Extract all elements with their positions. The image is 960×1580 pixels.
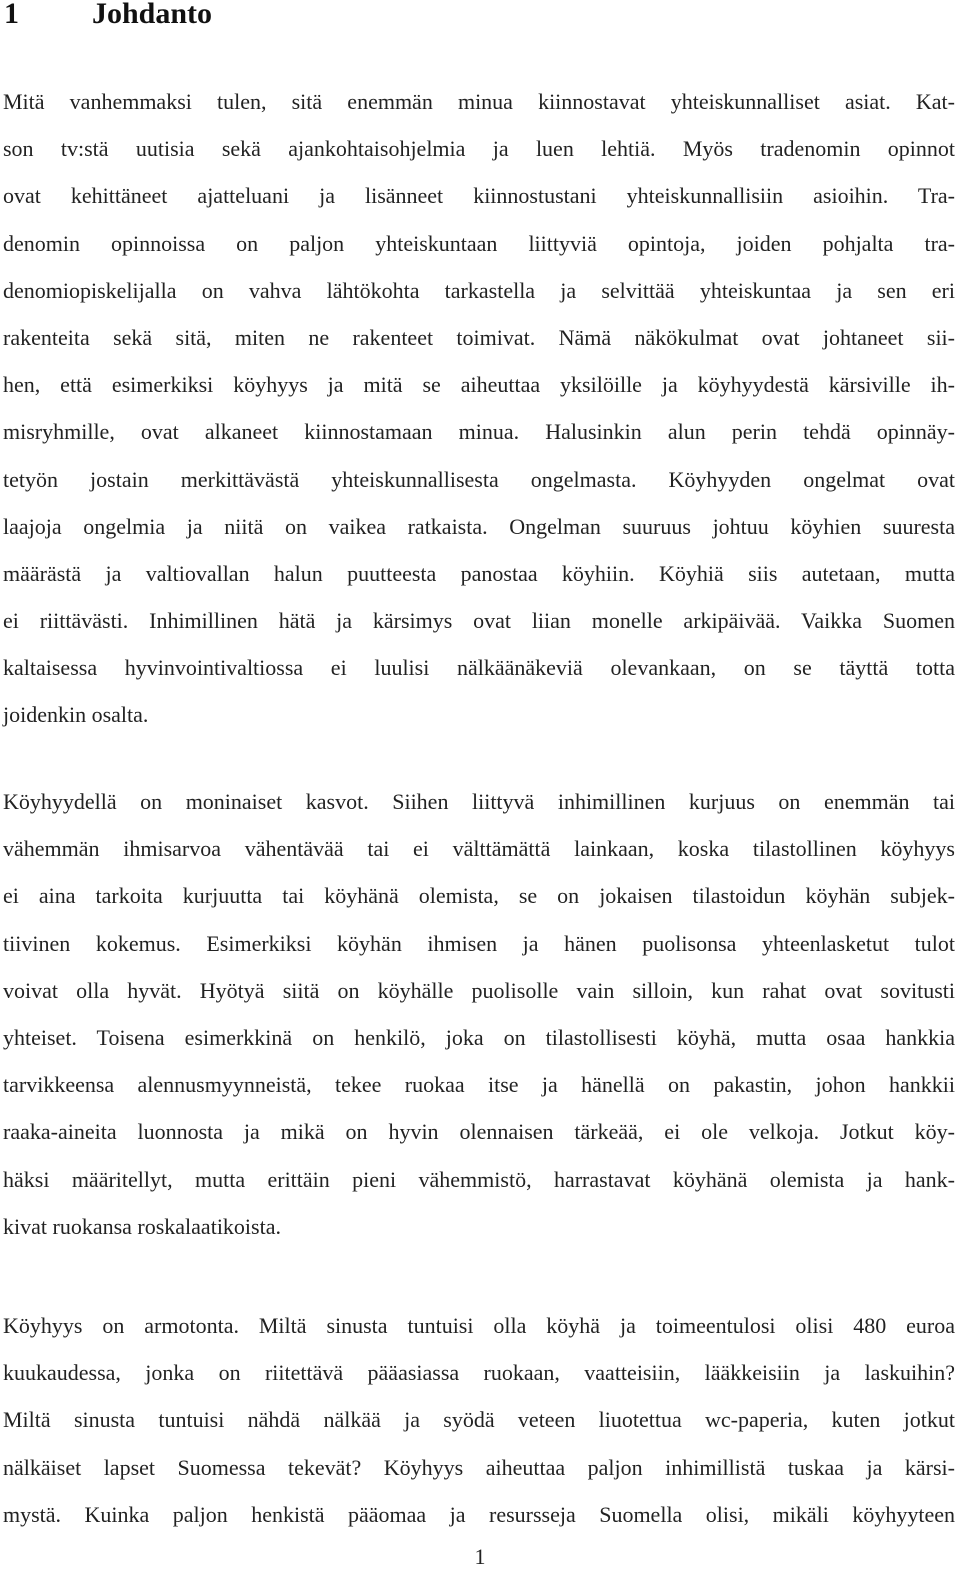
- text-line: misryhmille, ovat alkaneet kiinnostamaan minua. Halusinkin alun perin tehdä opinnäy-: [3, 419, 955, 445]
- chapter-title: Johdanto: [92, 0, 213, 30]
- text-line: laajoja ongelmia ja niitä on vaikea ratkaista. Ongelman suuruus johtuu köyhien suuresta: [3, 513, 955, 539]
- text-line: tarvikkeensa alennusmyynneistä, tekee ruokaa itse ja hänellä on pakastin, johon hankkii: [3, 1072, 955, 1098]
- text-line: yhteiset. Toisena esimerkkinä on henkilö, joka on tilastollisesti köyhä, mutta osaa hankkia: [3, 1024, 955, 1050]
- text-line: son tv:stä uutisia sekä ajankohtaisohjelmia ja luen lehtiä. Myös tradenomin opinnot: [3, 136, 955, 162]
- paragraph-1: [3, 78, 955, 739]
- text-line: häksi määritellyt, mutta erittäin pieni vähemmistö, harrastavat köyhänä olemista ja hank-: [3, 1166, 955, 1192]
- paragraph-3: [3, 1302, 955, 1538]
- text-line: vähemmän ihmisarvoa vähentävää tai ei välttämättä lainkaan, koska tilastollinen köyhyys: [3, 836, 955, 862]
- text-line: kivat ruokansa roskalaatikoista.: [3, 1213, 281, 1239]
- paragraph-2: [3, 778, 955, 1250]
- text-line: Mitä vanhemmaksi tulen, sitä enemmän minua kiinnostavat yhteiskunnalliset asiat. Kat-: [3, 89, 955, 114]
- text-line: hen, että esimerkiksi köyhyys ja mitä se aiheuttaa yksilöille ja köyhyydestä kärsiville ih-: [3, 372, 955, 398]
- text-line: Köyhyys on armotonta. Miltä sinusta tuntuisi olla köyhä ja toimeentulosi olisi 480 euroa: [3, 1313, 955, 1338]
- text-line: ei riittävästi. Inhimillinen hätä ja kärsimys ovat liian monelle arkipäivää. Vaikka Suomen: [3, 608, 955, 634]
- text-line: määrästä ja valtiovallan halun puutteesta panostaa köyhiin. Köyhiä siis autetaan, mutta: [3, 560, 955, 586]
- text-line: joidenkin osalta.: [3, 702, 149, 728]
- text-line: kuukaudessa, jonka on riitettävä pääasiassa ruokaan, vaatteisiin, lääkkeisiin ja laskuihin?: [3, 1360, 955, 1386]
- text-line: kaltaisessa hyvinvointivaltiossa ei luulisi nälkäänäkeviä olevankaan, on se täyttä totta: [3, 655, 955, 681]
- text-line: denomiopiskelijalla on vahva lähtökohta tarkastella ja selvittää yhteiskuntaa ja sen eri: [3, 277, 955, 303]
- text-line: ovat kehittäneet ajatteluani ja lisänneet kiinnostustani yhteiskunnallisiin asioihin. Tra-: [3, 183, 955, 209]
- chapter-number: 1: [4, 0, 19, 30]
- text-line: denomin opinnoissa on paljon yhteiskuntaan liittyviä opintoja, joiden pohjalta tra-: [3, 230, 955, 256]
- text-line: tiivinen kokemus. Esimerkiksi köyhän ihmisen ja hänen puolisonsa yhteenlasketut tulot: [3, 930, 955, 956]
- chapter-heading: [4, 0, 212, 34]
- text-line: mystä. Kuinka paljon henkistä pääomaa ja resursseja Suomella olisi, mikäli köyhyyteen: [3, 1501, 955, 1527]
- text-line: ei aina tarkoita kurjuutta tai köyhänä olemista, se on jokaisen tilastoidun köyhän subjek-: [3, 883, 955, 909]
- text-line: Köyhyydellä on moninaiset kasvot. Siihen liittyvä inhimillinen kurjuus on enemmän tai: [3, 789, 955, 814]
- text-line: rakenteita sekä sitä, miten ne rakenteet toimivat. Nämä näkökulmat ovat johtaneet sii-: [3, 324, 955, 350]
- page-number: 1: [474, 1544, 486, 1569]
- text-line: tetyön jostain merkittävästä yhteiskunnallisesta ongelmasta. Köyhyyden ongelmat ovat: [3, 466, 955, 492]
- text-line: raaka-aineita luonnosta ja mikä on hyvin olennaisen tärkeää, ei ole velkoja. Jotkut köy-: [3, 1119, 955, 1145]
- text-line: voivat olla hyvät. Hyötyä siitä on köyhälle puolisolle vain silloin, kun rahat ovat sovitusti: [3, 977, 955, 1003]
- text-line: nälkäiset lapset Suomessa tekevät? Köyhyys aiheuttaa paljon inhimillistä tuskaa ja kärsi-: [3, 1454, 955, 1480]
- text-line: Miltä sinusta tuntuisi nähdä nälkää ja syödä veteen liuotettua wc-paperia, kuten jotkut: [3, 1407, 955, 1433]
